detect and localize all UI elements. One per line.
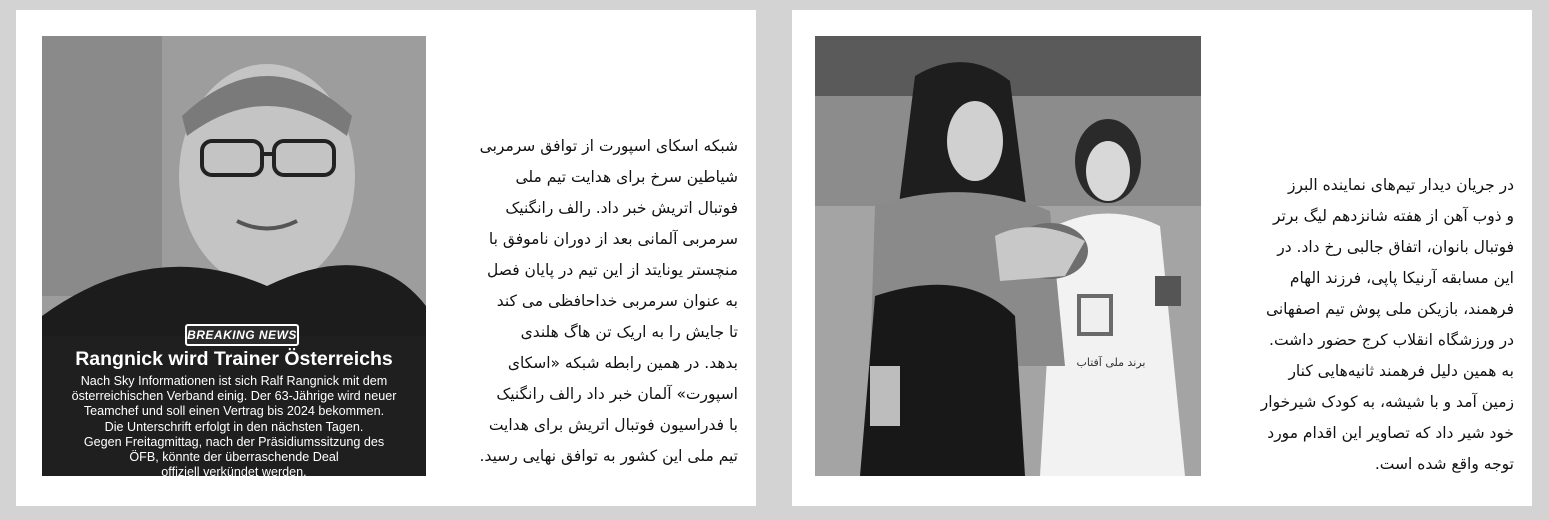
jersey-sponsor-text: برند ملی آفتاب [1076,356,1146,369]
article-line: خود شیر داد که تصاویر این اقدام مورد [1267,424,1514,442]
article-text-right [1229,170,1514,480]
caption-line: Die Unterschrift erfolgt in den nächsten Tagen. [104,419,364,434]
news-panel-left [16,10,756,506]
article-line: توجه واقع شده است. [1374,455,1514,473]
article-line: به همین دلیل فرهمند ثانیه‌هایی کنار [1288,362,1514,380]
photo-illustration [815,36,1201,476]
article-line: زمین آمد و با شیشه، به کودک شیرخوار [1260,393,1514,411]
photo-headline: Rangnick wird Trainer Österreichs [75,348,393,370]
article-line: در جریان دیدار تیم‌های نماینده البرز [1287,176,1514,194]
article-line: فوتبال بانوان، اتفاق جالبی رخ داد. در [1277,238,1514,256]
article-line: اسپورت» آلمان خبر داد رالف رانگنیک [496,385,738,403]
article-line: شبکه اسکای اسپورت از توافق سرمربی [479,137,738,155]
article-text-left [438,131,738,472]
article-line: به عنوان سرمربی خداحافظی می کند [496,292,738,310]
caption-line: österreichischen Verband einig. Der 63-Jährige wird neuer [71,389,397,404]
caption-line: Teamchef und soll einen Vertrag bis 2024 bekommen. [83,404,385,419]
article-line: فرهمند، بازیکن ملی پوش تیم اصفهانی [1265,300,1514,318]
article-line: و ذوب آهن از هفته شانزدهم لیگ برتر [1273,207,1514,225]
article-line: با فدراسیون فوتبال اتریش برای هدایت [488,416,738,434]
caption-line: offiziell verkündet werden. [161,465,307,476]
news-panel-right [792,10,1532,506]
article-line: فوتبال اتریش خبر داد. رالف رانگنیک [505,199,738,217]
article-line: شیاطین سرخ برای هدایت تیم ملی [515,168,738,186]
article-line: تا جایش را به اریک تن هاگ هلندی [520,323,738,341]
football-mother-photo [815,36,1201,476]
caption-line: Nach Sky Informationen ist sich Ralf Rangnick mit dem [80,374,388,388]
article-line: تیم ملی این کشور به توافق نهایی رسید. [479,447,738,465]
article-line: در ورزشگاه انقلاب کرج حضور داشت. [1269,331,1514,349]
caption-line: Gegen Freitagmittag, nach der Präsidiumssitzung des [83,434,385,449]
article-line: منچستر یونایتد از این تیم در پایان فصل [487,261,738,279]
photo-caption [42,374,426,476]
article-line: سرمربی آلمانی بعد از دوران ناموفق با [488,230,738,248]
breaking-news-badge: BREAKING NEWS [185,324,299,346]
rangnick-photo [42,36,426,476]
article-line: بدهد. در همین رابطه شبکه «اسکای [507,354,738,372]
article-line: این مسابقه آرنیکا پاپی، فرزند الهام [1289,269,1514,287]
caption-line: ÖFB, könnte der überraschende Deal [129,450,339,465]
